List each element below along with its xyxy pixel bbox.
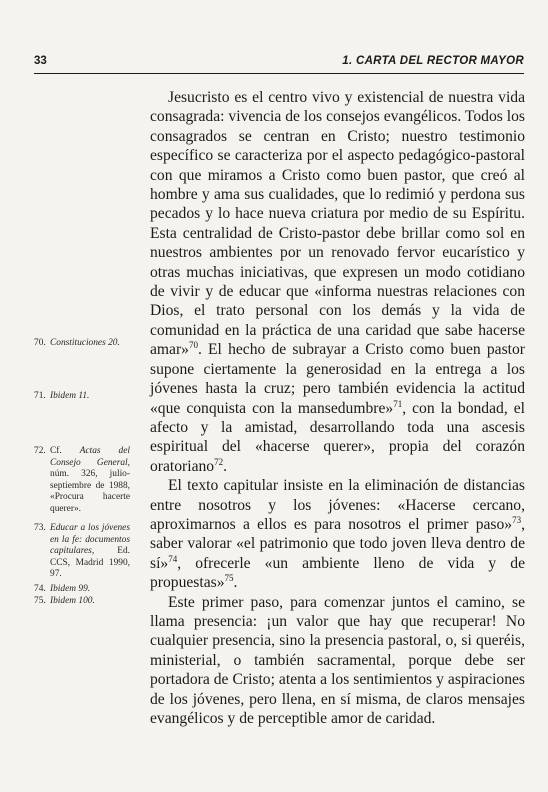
paragraph-1-text-c: , con la bondad, el afecto y la amistad, desarrollando toda una ascesis espiritual del «hacerse querer», propia del corazón oratoriano — [150, 399, 525, 475]
footnote-71 — [34, 391, 130, 403]
header-rule — [34, 73, 524, 74]
footnote-74 — [34, 584, 130, 596]
footnote-73 — [34, 523, 130, 581]
footnote-ref-74[interactable]: 74 — [168, 553, 178, 564]
main-text — [150, 88, 525, 728]
footnote-number: 75. — [34, 596, 46, 606]
footnote-text-a: Cf. — [50, 446, 80, 456]
running-title: 1. CARTA DEL RECTOR MAYOR — [342, 55, 524, 67]
page-number: 33 — [34, 55, 47, 67]
footnote-text: Ibidem 100. — [50, 596, 95, 606]
footnote-75 — [34, 596, 130, 608]
footnote-72 — [34, 446, 130, 516]
footnote-text: Ibidem 11. — [50, 391, 90, 401]
footnote-number: 70. — [34, 338, 46, 348]
footnote-text: Constituciones 20. — [50, 338, 120, 348]
footnote-number: 72. — [34, 446, 46, 456]
footnote-number: 73. — [34, 523, 46, 533]
paragraph-1 — [150, 88, 525, 476]
footnote-ref-75[interactable]: 75 — [224, 572, 234, 583]
footnote-ref-72[interactable]: 72 — [214, 456, 224, 467]
paragraph-2 — [150, 476, 525, 592]
paragraph-1-text-a: Jesucristo es el centro vivo y existencial de nuestra vida consagrada: vivencia de los consejos evangélicos. Todos los consagrados se centran en Cristo; nuestro testimonio específico se caracteriza por el aspecto pedagógico-pastoral con que miramos a Cristo como buen pastor, que creó al hombre y ama sus cualidades, que lo redimió y perdona sus pecados y lo hace nueva criatura por medio de su Espíritu. Esta centralidad de Cristo-pastor debe brillar como sol en nuestros ambientes por un renovado fervor eucarístico y otras muchas iniciativas, que expresen un modo cotidiano de vivir y de educar que «informa nuestras relaciones con Dios, el trato personal con los demás y la vida de comunidad en la práctica de una caridad que sabe hacerse amar» — [150, 89, 525, 359]
footnote-ref-70[interactable]: 70 — [188, 340, 198, 351]
footnote-number: 71. — [34, 391, 46, 401]
paragraph-1-text-b: . El hecho de subrayar a Cristo como buen pastor supone ciertamente la generosidad en la entrega a los jóvenes hasta la cruz; pero también evidencia la actitud «que conquista con la mansedumbre» — [150, 341, 525, 417]
paragraph-2-text-b: , saber valorar «el patrimonio que todo joven lleva dentro de sí» — [150, 515, 525, 572]
paragraph-2-text-a: El texto capitular insiste en la eliminación de distancias entre nosotros y los jóvenes: «Hacerse cercano, aproximarnos a ellos es para nosotros el primer paso» — [150, 477, 525, 533]
paragraph-1-text-d: . — [223, 457, 227, 475]
paragraph-3: Este primer paso, para comenzar juntos el camino, se llama presencia: ¡un valor que hay que recuperar! No cualquier presencia, sino la presencia pastoral, o, si queréis, ministerial, o también sacramental, porque debe ser portadora de Cristo; atenta a los sentimientos y aspiraciones de los jóvenes, pero llena, en sí misma, de claros mensajes evangélicos y de perceptible amor de caridad. — [150, 593, 525, 727]
footnote-text-b: núm. 326, julio-septiembre de 1988, «Procura hacerte querer». — [50, 469, 130, 514]
paragraph-2-text-c: , ofrecerle «un ambiente lleno de vida y de propuestas» — [150, 554, 525, 592]
footnote-70 — [34, 338, 130, 350]
paragraph-2-text-d: . — [233, 574, 238, 592]
page-header — [34, 55, 524, 71]
footnote-ref-73[interactable]: 73 — [512, 514, 522, 525]
footnote-number: 74. — [34, 584, 46, 594]
footnote-text-b: Ed. CCS, Madrid 1990, 97. — [50, 546, 130, 580]
footnote-text-italic: Educar a los jóvenes en la fe: documentos capitulares, — [50, 523, 130, 557]
footnote-text: Ibidem 99. — [50, 584, 91, 594]
footnote-ref-71[interactable]: 71 — [393, 398, 403, 409]
footnote-text-italic: Actas del Consejo General, — [50, 446, 130, 468]
